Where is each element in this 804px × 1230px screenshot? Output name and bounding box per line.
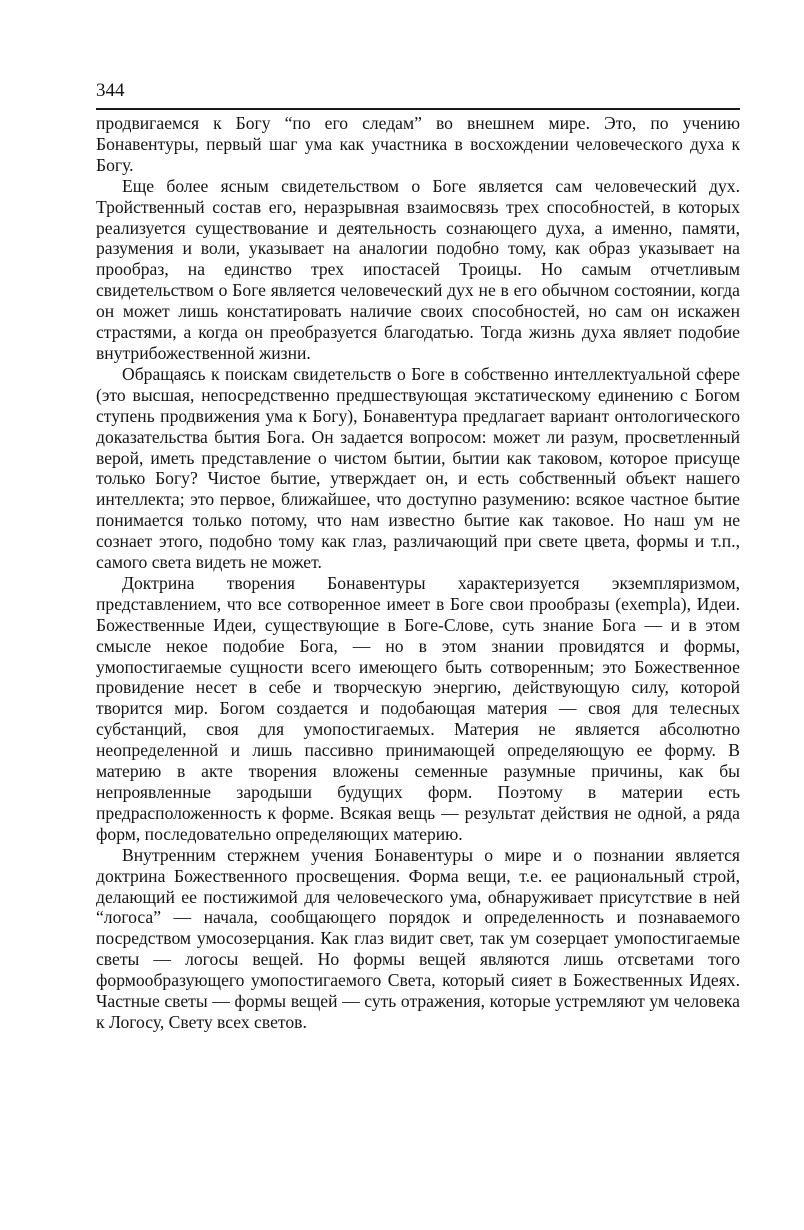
paragraph-5: Внутренним стержнем учения Бонавентуры о мире и о познании является доктрина Божественного просвещения. Форма вещи, т.е. ее рациональный строй, делающий ее постижимой для человеческого ума, обнаруживает присутствие в ней “логоса” — начала, сообщающего порядок и определенность и познаваемого посредством умосозерцания. Как глаз видит свет, так ум созерцает умопостигаемые светы — логосы вещей. Но формы вещей являются лишь отсветами того формообразующего умопостигаемого Света, который сияет в Божественных Идеях. Частные светы — формы вещей — суть отражения, которые устремляют ум человека к Логосу, Свету всех светов. — [96, 844, 740, 1032]
paragraph-3: Обращаясь к поискам свидетельств о Боге в собственно интеллектуальной сфере (это высшая, непосредственно предшествующая экстатическому единению с Богом ступень продвижения ума к Богу), Бонавентура предлагает вариант онтологического доказательства бытия Бога. Он задается вопросом: может ли разум, просветленный верой, иметь представление о чистом бытии, бытии как таковом, которое присуще только Богу? Чистое бытие, утверждает он, и есть собственный объект нашего интеллекта; это первое, ближайшее, что доступно разумению: всякое частное бытие понимается только потому, что нам известно бытие как таковое. Но наш ум не сознает этого, подобно тому как глаз, различающий при свете цвета, формы и т.п., самого света видеть не может. — [96, 363, 740, 573]
body-text — [96, 113, 740, 1033]
paragraph-1: продвигаемся к Богу “по его следам” во внешнем мире. Это, по учению Бонавентуры, первый шаг ума как участника в восхождении человеческого духа к Богу. — [96, 113, 740, 175]
paragraph-4: Доктрина творения Бонавентуры характеризуется экземпляризмом, представлением, что все сотворенное имеет в Боге свои прообразы (exempla), Идеи. Божественные Идеи, существующие в Боге-Слове, суть знание Бога — и в этом смысле некое подобие Бога, — но в этом знании провидятся и формы, умопостигаемые сущности всего имеющего быть сотворенным; это Божественное провидение несет в себе и творческую энергию, действующую силу, которой творится мир. Богом создается и подобающая материя — своя для телесных субстанций, своя для умопостигаемых. Материя не является абсолютно неопределенной и лишь пассивно принимающей определяющую ее форму. В материю в акте творения вложены семенные разумные причины, как бы непроявленные зародыши будущих форм. Поэтому в материи есть предрасположенность к форме. Всякая вещь — результат действия не одной, а ряда форм, последовательно определяющих материю. — [96, 572, 740, 844]
paragraph-2: Еще более ясным свидетельством о Боге является сам человеческий дух. Тройственный состав его, неразрывная взаимосвязь трех способностей, в которых реализуется существование и деятельность сознающего духа, а именно, памяти, разумения и воли, указывает на аналогии подобно тому, как образ указывает на прообраз, на единство трех ипостасей Троицы. Но самым отчетливым свидетельством о Боге является человеческий дух не в его обычном состоянии, когда он может лишь констатировать наличие своих способностей, но сам он искажен страстями, а когда он преобразуется благодатью. Тогда жизнь духа являет подобие внутрибожественной жизни. — [96, 175, 740, 363]
page-number: 344 — [96, 80, 125, 101]
header-rule — [96, 108, 740, 110]
